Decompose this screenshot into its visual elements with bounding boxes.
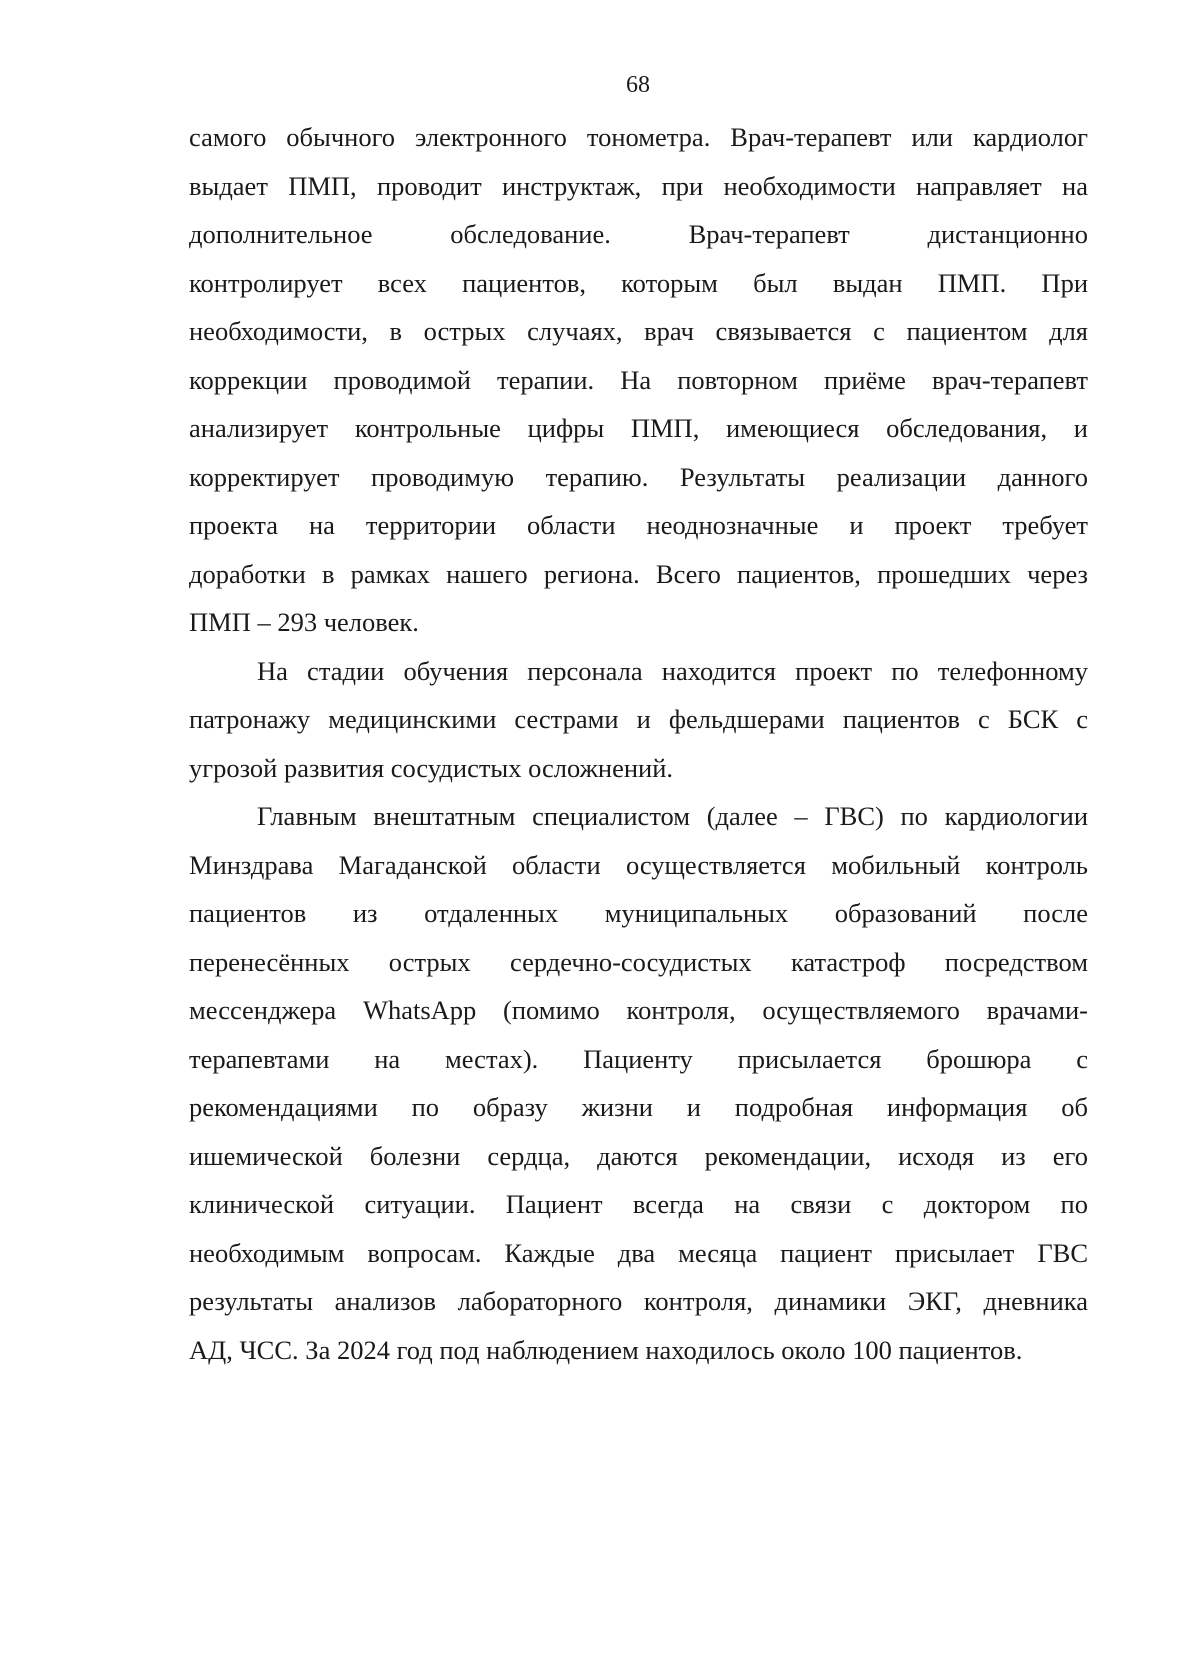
text-line: дополнительное обследование. Врач-терапевт дистанционно <box>189 219 1088 249</box>
paragraph <box>189 113 1088 647</box>
text-line: АД, ЧСС. За 2024 год под наблюдением находилось около 100 пациентов. <box>189 1334 1023 1365</box>
text-line: ишемической болезни сердца, даются рекомендации, исходя из его <box>189 1140 1088 1171</box>
text-line: необходимым вопросам. Каждые два месяца пациент присылает ГВС <box>189 1237 1088 1268</box>
paragraph <box>189 647 1088 793</box>
text-line: контролирует всех пациентов, которым был выдан ПМП. При <box>189 267 1088 298</box>
text-line: На стадии обучения персонала находится проект по телефонному <box>257 655 1088 686</box>
document-body <box>189 113 1088 1374</box>
text-line: результаты анализов лабораторного контроля, динамики ЭКГ, дневника <box>189 1286 1088 1316</box>
text-line: клинической ситуации. Пациент всегда на связи с доктором по <box>189 1189 1088 1219</box>
text-line: анализирует контрольные цифры ПМП, имеющиеся обследования, и <box>189 413 1088 443</box>
text-line: Минздрава Магаданской области осуществляется мобильный контроль <box>189 849 1088 880</box>
text-line: Главным внештатным специалистом (далее – ГВС) по кардиологии <box>257 801 1088 831</box>
text-line: необходимости, в острых случаях, врач связывается с пациентом для <box>189 316 1088 346</box>
text-line: патронажу медицинскими сестрами и фельдшерами пациентов с БСК с <box>189 704 1088 734</box>
text-line: выдает ПМП, проводит инструктаж, при необходимости направляет на <box>189 170 1088 201</box>
text-line: корректирует проводимую терапию. Результаты реализации данного <box>189 461 1088 492</box>
text-line: доработки в рамках нашего региона. Всего пациентов, прошедших через <box>189 558 1088 589</box>
text-line: самого обычного электронного тонометра. Врач-терапевт или кардиолог <box>189 122 1088 152</box>
text-line: перенесённых острых сердечно-сосудистых катастроф посредством <box>189 946 1088 977</box>
paragraph <box>189 792 1088 1374</box>
text-line: мессенджера WhatsApp (помимо контроля, осуществляемого врачами- <box>189 995 1088 1025</box>
text-line: рекомендациями по образу жизни и подробная информация об <box>189 1092 1088 1122</box>
text-line: ПМП – 293 человек. <box>189 607 419 637</box>
text-line: проекта на территории области неоднозначные и проект требует <box>189 510 1088 540</box>
text-line: угрозой развития сосудистых осложнений. <box>189 752 674 783</box>
text-line: терапевтами на местах). Пациенту присылается брошюра с <box>189 1043 1088 1074</box>
text-line: пациентов из отдаленных муниципальных образований после <box>189 898 1088 928</box>
text-line: коррекции проводимой терапии. На повторном приёме врач-терапевт <box>189 364 1088 395</box>
page-number: 68 <box>626 72 650 98</box>
